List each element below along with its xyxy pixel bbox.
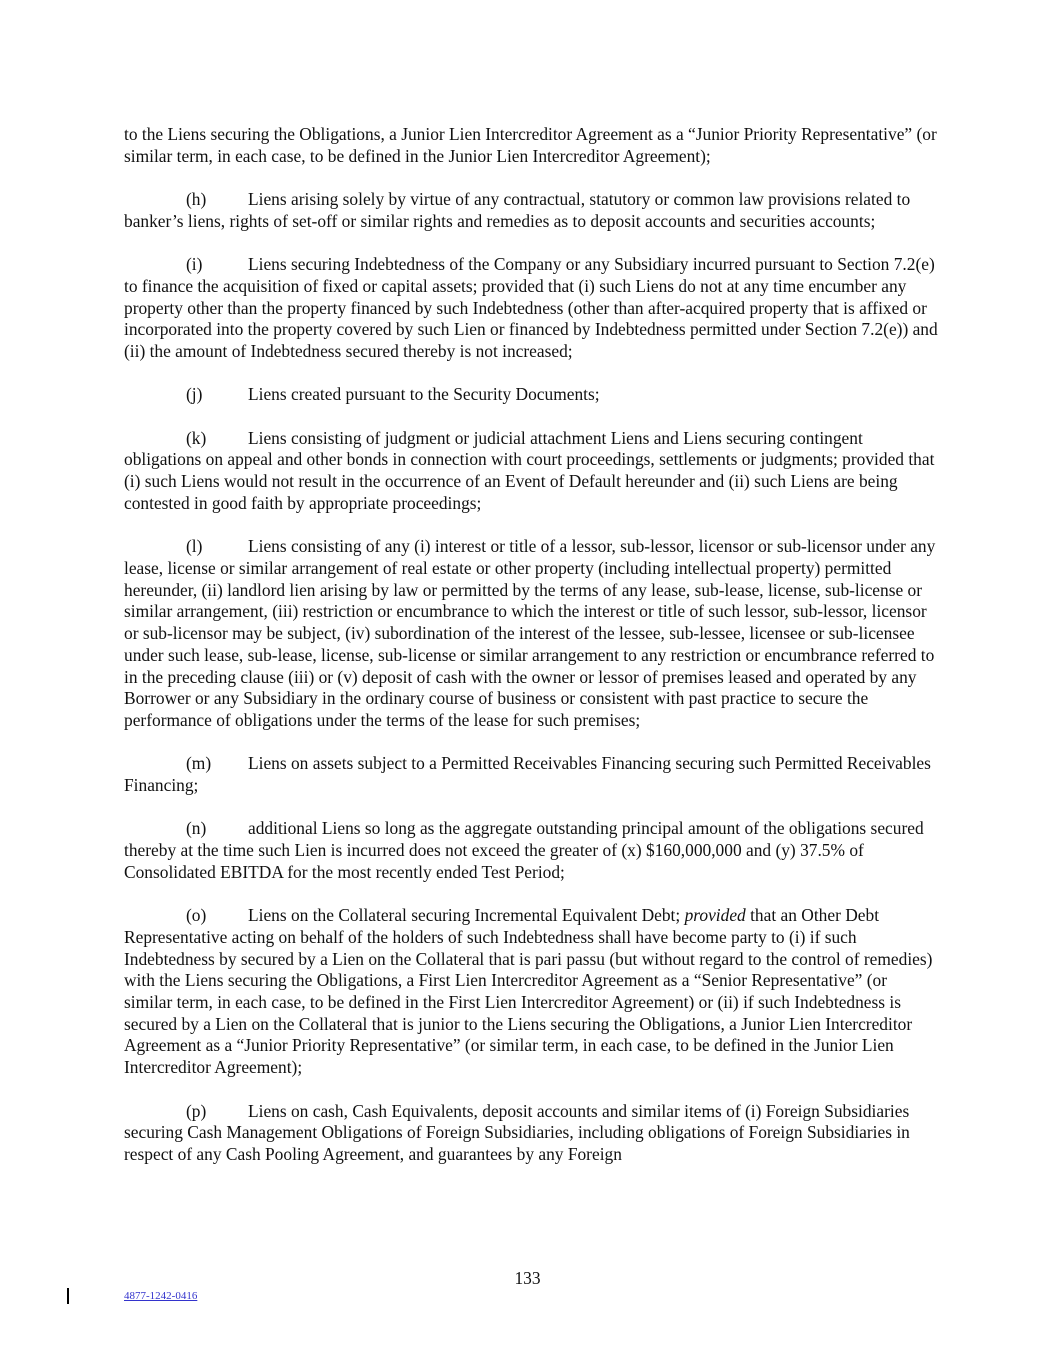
paragraph-text: Liens consisting of judgment or judicial attachment Liens and Liens securing contingent obligations on appeal and other bonds in connection with court proceedings, settlements or judgments; provided that (i) such Liens would not result in the occurrence of an Event of Default hereunder and (ii) such Liens are being contested in good faith by appropriate proceedings; bbox=[124, 427, 935, 513]
paragraph-n bbox=[124, 818, 939, 883]
paragraph-text: Liens on assets subject to a Permitted Receivables Financing securing such Permitted Receivables Financing; bbox=[124, 753, 931, 795]
paragraph-text: additional Liens so long as the aggregate outstanding principal amount of the obligations secured thereby at the time such Lien is incurred does not exceed the greater of (x) $160,000,000 and (y) 37.5% of Consolidated EBITDA for the most recently ended Test Period; bbox=[124, 818, 924, 882]
clause-label: (m) bbox=[186, 753, 212, 774]
clause-label: (h) bbox=[186, 189, 207, 210]
paragraph-h bbox=[124, 189, 939, 232]
document-id-link[interactable]: 4877-1242-0416 bbox=[124, 1290, 198, 1302]
paragraph-l bbox=[124, 536, 939, 731]
clause-label: (i) bbox=[186, 254, 203, 275]
clause-label: (k) bbox=[186, 427, 207, 448]
paragraph-text: Liens consisting of any (i) interest or title of a lessor, sub-lessor, licensor or sub-licensor under any lease, license or similar arrangement of real estate or other property (including intellectual property) permitted hereunder, (ii) landlord lien arising by law or permitted by the terms of any lease, sub-lease, license, sub-license or similar arrangement, (iii) restriction or encumbrance to which the interest or title of such lessor, sub-lessor, licensor or sub-licensor may be subject, (iv) subordination of the interest of the lessee, sub-lessee, licensee or sub-licensee under such lease, sub-lease, license, sub-license or similar arrangement to any restriction or encumbrance referred to in the preceding clause (iii) or (v) deposit of cash with the owner or lessor of premises leased and operated by any Borrower or any Subsidiary in the ordinary course of business or consistent with past practice to secure the performance of obligations under the terms of the lease for such premises; bbox=[124, 536, 936, 730]
paragraph-text: Liens arising solely by virtue of any contractual, statutory or common law provisions related to banker’s liens, rights of set-off or similar rights and remedies as to deposit accounts and securities accounts; bbox=[124, 189, 911, 231]
revision-change-bar bbox=[67, 1288, 69, 1304]
clause-label: (o) bbox=[186, 905, 207, 926]
paragraph-text: Liens securing Indebtedness of the Company or any Subsidiary incurred pursuant to Section 7.2(e) to finance the acquisition of fixed or capital assets; provided that (i) such Liens do not at any time encumber any property other than the property financed by such Indebtedness (other than after-acquired property that is affixed or incorporated into the property covered by such Lien or financed by Indebtedness permitted under Section 7.2(e)) and (ii) the amount of Indebtedness secured thereby is not increased; bbox=[124, 254, 938, 361]
document-body bbox=[124, 124, 939, 1187]
paragraph-o bbox=[124, 905, 939, 1079]
paragraph-m bbox=[124, 753, 939, 796]
page-number: 133 bbox=[514, 1268, 541, 1288]
paragraph-text: Liens on the Collateral securing Incremental Equivalent Debt; bbox=[248, 905, 685, 926]
paragraph-k bbox=[124, 428, 939, 515]
paragraph-continuation bbox=[124, 124, 939, 167]
paragraph-text: Liens created pursuant to the Security Documents; bbox=[248, 384, 600, 405]
paragraph-j bbox=[124, 384, 939, 406]
paragraph-text: Liens on cash, Cash Equivalents, deposit accounts and similar items of (i) Foreign Subsidiaries securing Cash Management Obligations of Foreign Subsidiaries, including obligations of Foreign Subsidiaries in respect of any Cash Pooling Agreement, and guarantees by any Foreign bbox=[124, 1100, 910, 1164]
clause-label: (l) bbox=[186, 536, 203, 557]
clause-label: (p) bbox=[186, 1100, 207, 1121]
paragraph-p bbox=[124, 1101, 939, 1166]
paragraph-text: that an Other Debt Representative acting on behalf of the holders of such Indebtedness shall have become party to (i) if such Indebtedness by secured by a Lien on the Collateral that is pari passu (but without regard to the control of remedies) with the Liens securing the Obligations, a First Lien Intercreditor Agreement as a “Senior Representative” (or similar term, in each case, to be defined in the First Lien Intercreditor Agreement) or (ii) if such Indebtedness is secured by a Lien on the Collateral that is junior to the Liens securing the Obligations, a Junior Lien Intercreditor Agreement as a “Junior Priority Representative” (or similar term, in each case, to be defined in the Junior Lien Intercreditor Agreement); bbox=[124, 905, 933, 1078]
clause-label: (n) bbox=[186, 818, 207, 839]
clause-label: (j) bbox=[186, 384, 203, 405]
italic-term: provided bbox=[684, 905, 746, 926]
paragraph-text: to the Liens securing the Obligations, a Junior Lien Intercreditor Agreement as a “Junior Priority Representative” (or similar term, in each case, to be defined in the Junior Lien Intercreditor Agreement); bbox=[124, 124, 937, 166]
paragraph-i bbox=[124, 254, 939, 363]
